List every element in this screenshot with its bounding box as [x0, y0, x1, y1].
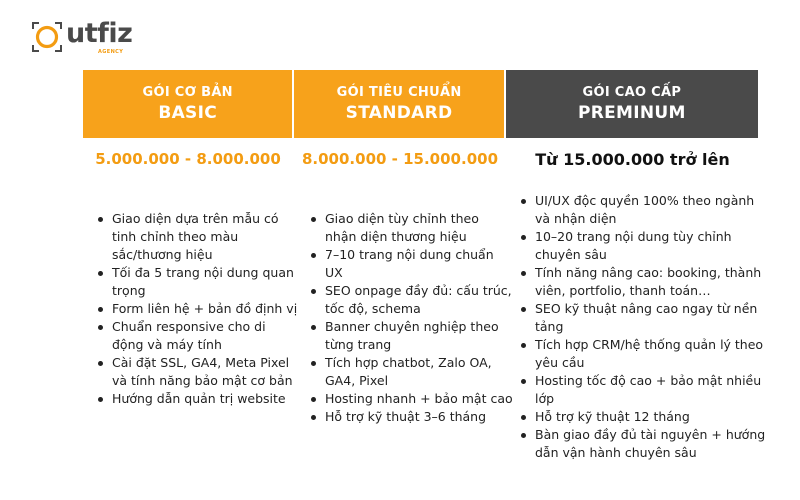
feature-item: Tích hợp CRM/hệ thống quản lý theo yêu cầu	[518, 336, 766, 372]
feature-list-premium	[518, 192, 766, 462]
feature-item: Hỗ trợ kỹ thuật 3–6 tháng	[308, 408, 513, 426]
logo-subtext: AGENCY	[98, 49, 124, 55]
feature-item: Hỗ trợ kỹ thuật 12 tháng	[518, 408, 766, 426]
feature-item: 7–10 trang nội dung chuẩn UX	[308, 246, 513, 282]
plan-header-standard	[294, 70, 503, 138]
feature-item: Hướng dẫn quản trị website	[95, 390, 300, 408]
feature-item: SEO onpage đầy đủ: cấu trúc, tốc độ, schema	[308, 282, 513, 318]
plan-header-basic	[83, 70, 292, 138]
feature-list-standard	[308, 210, 513, 426]
feature-item: UI/UX độc quyền 100% theo ngành và nhận diện	[518, 192, 766, 228]
feature-item: Tính năng nâng cao: booking, thành viên, portfolio, thanh toán…	[518, 264, 766, 300]
feature-item: Tối đa 5 trang nội dung quan trọng	[95, 264, 300, 300]
plan-price-standard: 8.000.000 - 15.000.000	[301, 150, 499, 168]
plan-header-name: STANDARD	[345, 103, 453, 123]
plan-header-premium	[506, 70, 758, 138]
plan-header-name: BASIC	[158, 103, 218, 123]
brand-logo	[30, 20, 140, 60]
feature-item: Tích hợp chatbot, Zalo OA, GA4, Pixel	[308, 354, 513, 390]
plan-price-basic: 5.000.000 - 8.000.000	[95, 150, 281, 168]
plan-price-premium: Từ 15.000.000 trở lên	[535, 150, 730, 169]
logo-wordmark: utfiz	[66, 18, 133, 49]
feature-list-basic	[95, 210, 300, 408]
feature-item: Form liên hệ + bản đồ định vị	[95, 300, 300, 318]
feature-item: Giao diện dựa trên mẫu có tinh chỉnh theo màu sắc/thương hiệu	[95, 210, 300, 264]
plan-header-title: GÓI TIÊU CHUẨN	[336, 85, 462, 100]
feature-item: Chuẩn responsive cho di động và máy tính	[95, 318, 300, 354]
plan-header-name: PREMINUM	[577, 103, 686, 123]
plan-header-row	[83, 70, 758, 138]
feature-item: SEO kỹ thuật nâng cao ngay từ nền tảng	[518, 300, 766, 336]
plan-header-title: GÓI CAO CẤP	[582, 85, 682, 100]
feature-item: Hosting nhanh + bảo mật cao	[308, 390, 513, 408]
feature-item: Bàn giao đầy đủ tài nguyên + hướng dẫn vận hành chuyên sâu	[518, 426, 766, 462]
feature-item: Banner chuyên nghiệp theo từng trang	[308, 318, 513, 354]
feature-item: 10–20 trang nội dung tùy chỉnh chuyên sâu	[518, 228, 766, 264]
feature-item: Cài đặt SSL, GA4, Meta Pixel và tính năng bảo mật cơ bản	[95, 354, 300, 390]
feature-item: Giao diện tùy chỉnh theo nhận diện thương hiệu	[308, 210, 513, 246]
logo-ring-icon	[30, 20, 64, 54]
feature-item: Hosting tốc độ cao + bảo mật nhiều lớp	[518, 372, 766, 408]
plan-header-title: GÓI CƠ BẢN	[142, 85, 233, 100]
